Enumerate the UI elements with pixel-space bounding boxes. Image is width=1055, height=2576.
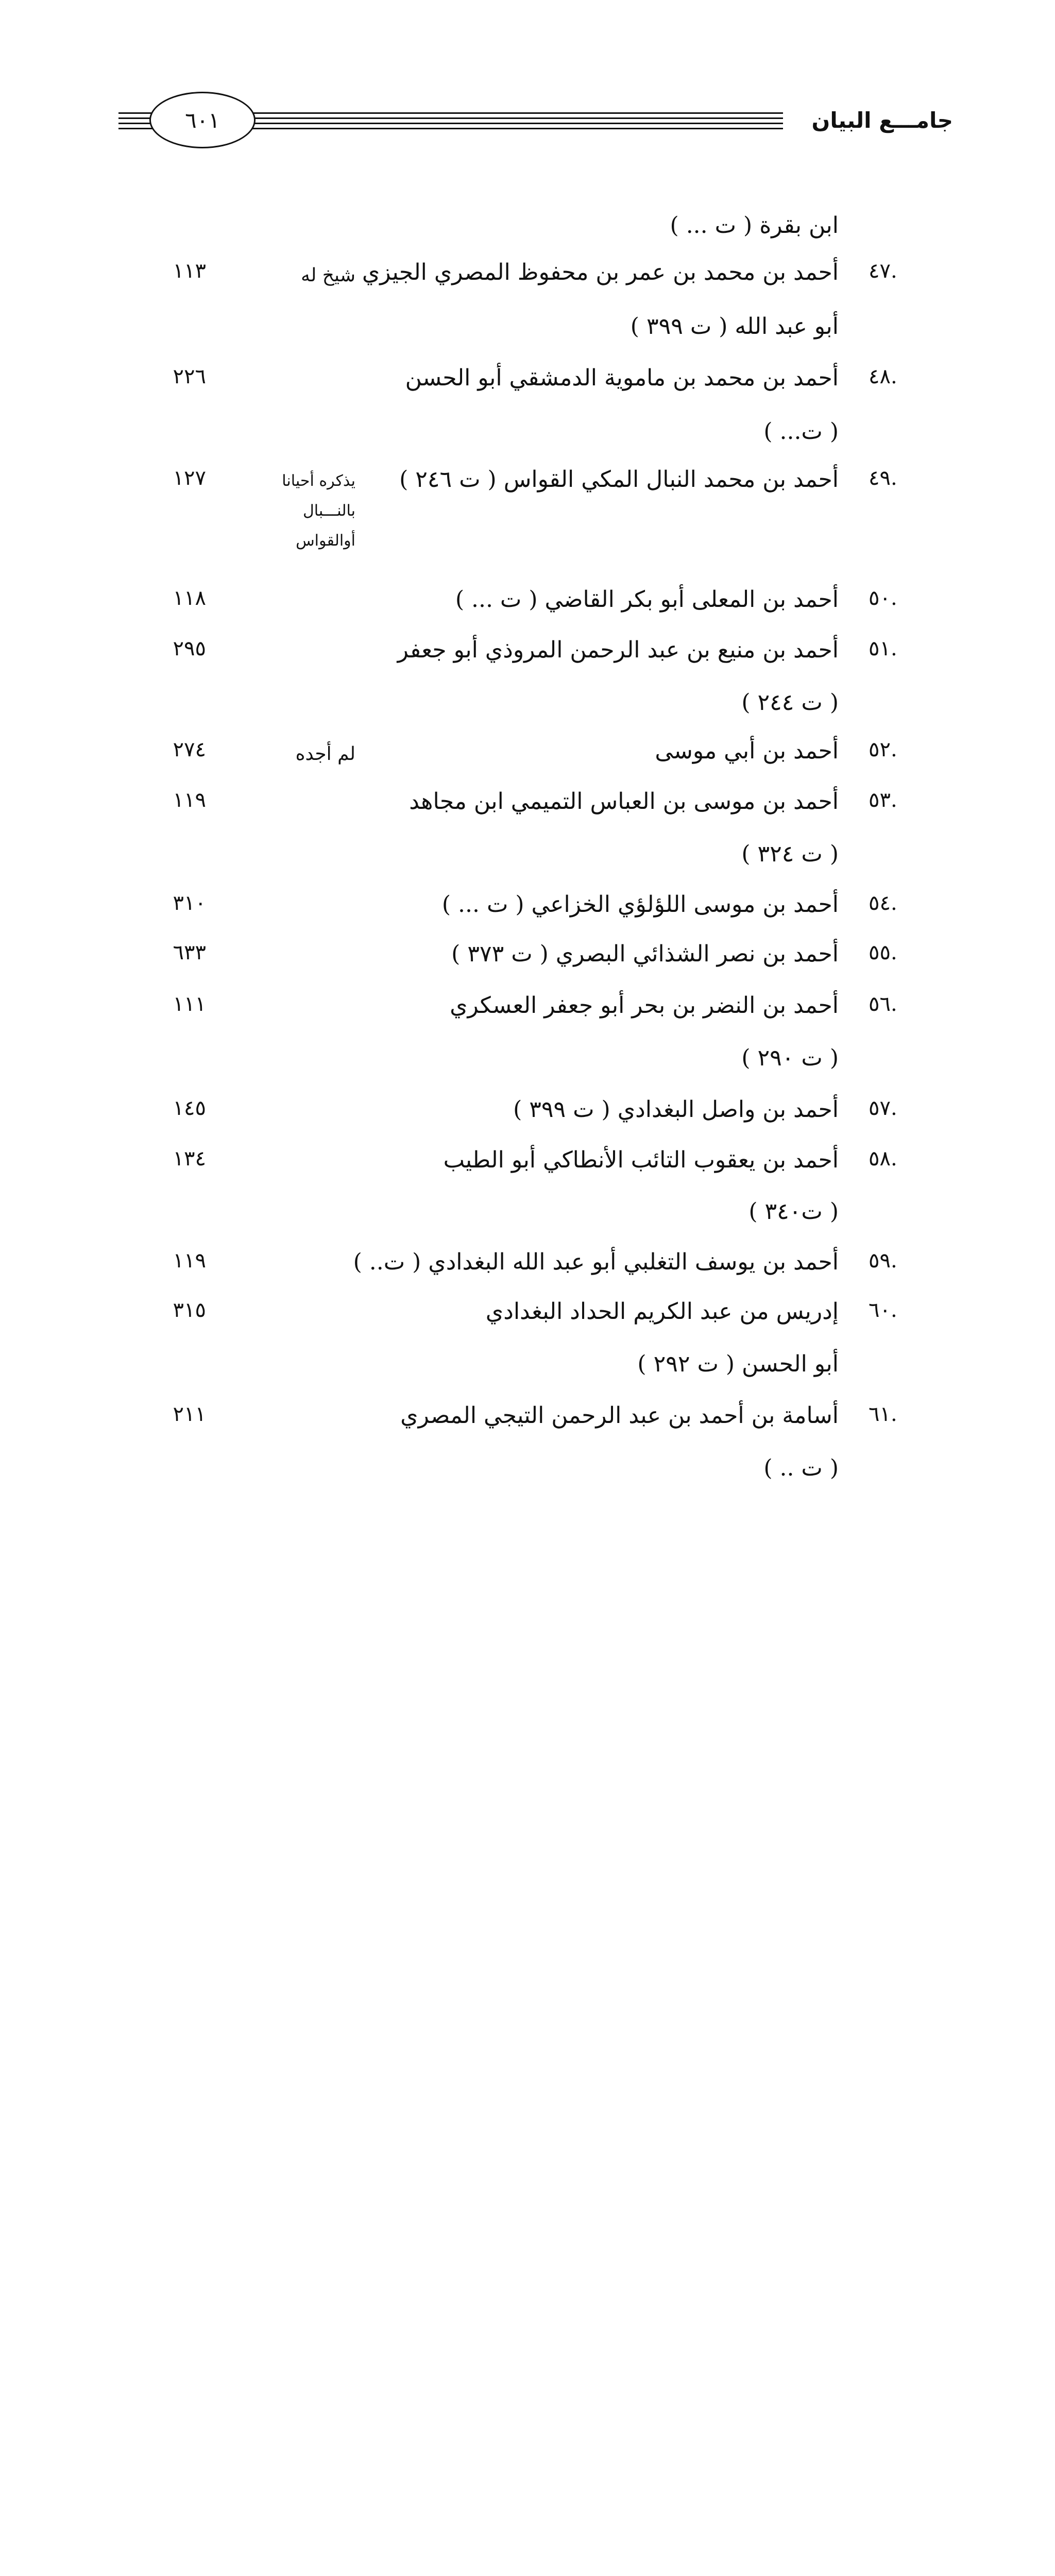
entry-page: ١١١	[173, 992, 206, 1016]
entry-page: ١١٩	[173, 788, 206, 812]
entry-continuation: ابن بقرة ( ت ... )	[670, 212, 839, 239]
entry-row	[0, 1298, 1055, 1345]
entry-continuation: ( ت ٢٩٠ )	[741, 1045, 839, 1071]
entry-name: أحمد بن محمد النبال المكي القواس ( ت ٢٤٦ )	[399, 466, 839, 493]
entry-number: .٥٩	[869, 1249, 897, 1273]
entry-name: أحمد بن محمد بن عمر بن محفوظ المصري الجيزي	[362, 259, 839, 285]
entry-number: .٥٣	[869, 788, 897, 812]
entry-row	[0, 738, 1055, 784]
entry-row	[0, 992, 1055, 1039]
entry-name: إدريس من عبد الكريم الحداد البغدادي	[485, 1298, 839, 1325]
entry-number: .٤٩	[869, 466, 897, 490]
entry-row	[0, 788, 1055, 835]
entry-name: أحمد بن المعلى أبو بكر القاضي ( ت ... )	[455, 586, 839, 613]
entry-row	[0, 259, 1055, 306]
entry-page: ١٣٤	[173, 1147, 206, 1171]
entry-note: لم أجده	[295, 743, 355, 765]
entry-number: .٦١	[869, 1402, 897, 1426]
entry-row	[0, 891, 1055, 938]
entry-page: ٢٩٥	[173, 637, 206, 660]
entry-continuation: ( ت .. )	[763, 1455, 839, 1481]
page-number-oval	[149, 92, 256, 148]
entry-name: أسامة بن أحمد بن عبد الرحمن التيجي المصري	[400, 1402, 839, 1429]
entry-row	[0, 1096, 1055, 1143]
entry-page: ١٤٥	[173, 1096, 206, 1120]
entry-row	[0, 941, 1055, 987]
entry-name: أحمد بن محمد بن ماموية الدمشقي أبو الحسن	[405, 365, 839, 391]
entry-row	[0, 365, 1055, 411]
entry-row	[0, 1402, 1055, 1449]
entry-number: .٥٦	[869, 992, 897, 1016]
entry-continuation: أبو الحسن ( ت ٢٩٢ )	[637, 1351, 839, 1377]
entry-name: أحمد بن موسى بن العباس التميمي ابن مجاهد	[409, 788, 839, 815]
entry-name: أحمد بن أبي موسى	[655, 738, 839, 764]
entry-page: ٢٧٤	[173, 738, 206, 761]
running-header	[118, 92, 953, 148]
entry-row	[0, 1147, 1055, 1193]
entry-number: .٦٠	[869, 1298, 897, 1322]
entry-number: .٥٥	[869, 941, 897, 964]
page-number: ٦٠١	[185, 107, 220, 133]
entry-page: ١١٩	[173, 1249, 206, 1273]
entry-row	[0, 1249, 1055, 1295]
entry-continuation: ( ت ٢٤٤ )	[741, 689, 839, 716]
entry-page: ٦٣٣	[173, 941, 206, 964]
entry-name: أحمد بن واصل البغدادي ( ت ٣٩٩ )	[513, 1096, 839, 1123]
entry-name: أحمد بن موسى اللؤلؤي الخزاعي ( ت ... )	[441, 891, 839, 918]
entry-continuation: ( ت٣٤٠ )	[748, 1198, 839, 1225]
entry-number: .٥٧	[869, 1096, 897, 1120]
entry-note-line: يذكره أحيانا	[282, 472, 355, 490]
entry-row	[0, 637, 1055, 683]
book-title: جامـــع البيان	[811, 107, 953, 133]
entry-number: .٤٨	[869, 365, 897, 388]
book-title-box	[783, 103, 953, 137]
entry-note	[227, 466, 355, 556]
entry-continuation: أبو عبد الله ( ت ٣٩٩ )	[630, 313, 839, 340]
entry-page: ٣١٠	[173, 891, 206, 915]
entry-name: أحمد بن يوسف التغلبي أبو عبد الله البغدادي ( ت.. )	[353, 1249, 839, 1275]
entry-name: أحمد بن منيع بن عبد الرحمن المروذي أبو جعفر	[397, 637, 839, 663]
entry-page: ١١٣	[173, 259, 206, 283]
entry-name: أحمد بن نصر الشذائي البصري ( ت ٣٧٣ )	[451, 941, 839, 967]
entry-note: شيخ له	[301, 265, 355, 286]
entry-row	[0, 586, 1055, 633]
entry-page: ٢٢٦	[173, 365, 206, 388]
entry-note-line: بالنـــبال	[302, 502, 355, 520]
entry-page: ١٢٧	[173, 466, 206, 490]
entry-page: ٢١١	[173, 1402, 206, 1426]
entry-number: .٥٨	[869, 1147, 897, 1171]
entry-continuation: ( ت ٣٢٤ )	[741, 841, 839, 867]
entry-number: .٥٢	[869, 738, 897, 761]
entry-number: .٥٤	[869, 891, 897, 915]
entry-number: .٥١	[869, 637, 897, 660]
entry-name: أحمد بن النضر بن بحر أبو جعفر العسكري	[450, 992, 839, 1019]
entry-continuation: ( ت... )	[763, 418, 839, 445]
entry-page: ٣١٥	[173, 1298, 206, 1322]
entry-page: ١١٨	[173, 586, 206, 610]
entry-number: .٥٠	[869, 586, 897, 610]
entry-row	[0, 466, 1055, 550]
entry-number: .٤٧	[869, 259, 897, 283]
entry-note-line: أوالقواس	[296, 532, 355, 550]
entry-name: أحمد بن يعقوب التائب الأنطاكي أبو الطيب	[443, 1147, 839, 1173]
